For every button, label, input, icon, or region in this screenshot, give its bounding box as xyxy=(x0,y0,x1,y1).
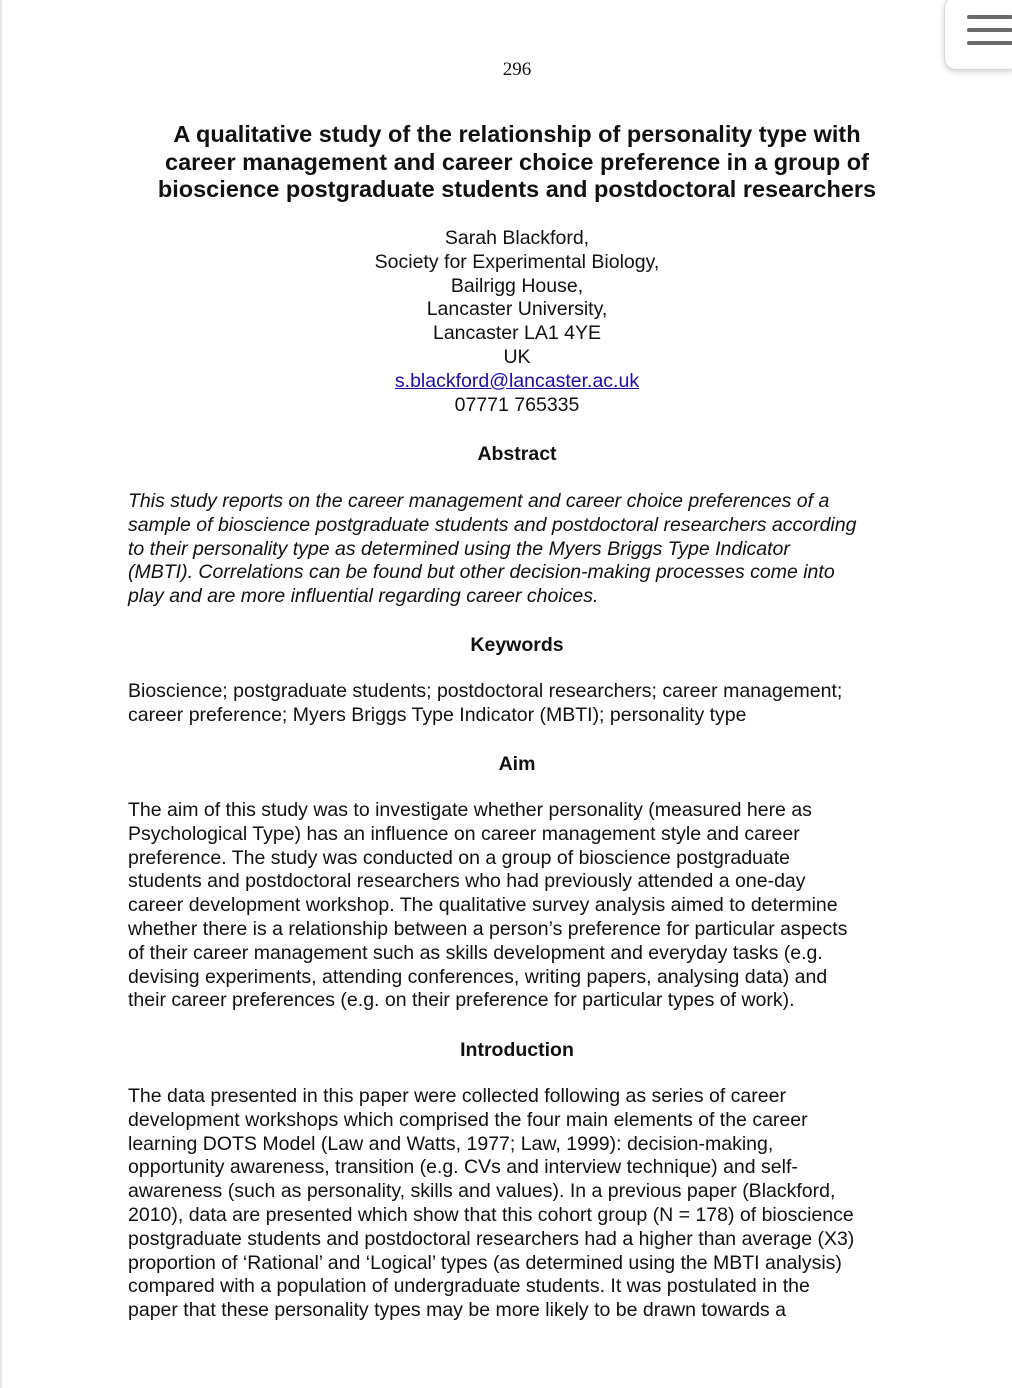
abstract-heading: Abstract xyxy=(477,443,557,465)
aim-line: preference. The study was conducted on a group of bioscience postgraduate xyxy=(128,846,790,869)
affiliation-line: Bailrigg House, xyxy=(450,274,584,297)
title-line: career management and career choice preference in a group of xyxy=(165,148,869,175)
aim-line: Psychological Type) has an influence on career management style and career xyxy=(128,822,800,845)
aim-text xyxy=(128,799,928,1013)
abstract-line: play and are more influential regarding career choices. xyxy=(128,585,599,608)
abstract-line: This study reports on the career management and career choice preferences of a xyxy=(128,490,830,512)
affiliation-line: UK xyxy=(503,345,531,368)
aim-heading: Aim xyxy=(498,753,536,775)
page-number: 296 xyxy=(502,59,532,80)
introduction-line: development workshops which comprised the four main elements of the career xyxy=(128,1108,808,1131)
introduction-line: proportion of ‘Rational’ and ‘Logical’ types (as determined using the MBTI analysis) xyxy=(128,1251,842,1274)
aim-line: students and postdoctoral researchers who had previously attended a one-day xyxy=(128,870,806,893)
aim-line: of their career management such as skills development and everyday tasks (e.g. xyxy=(128,941,823,964)
menu-bar xyxy=(967,15,1012,19)
paper-title xyxy=(120,121,914,204)
title-line: bioscience postgraduate students and postdoctoral researchers xyxy=(157,176,877,202)
page-edge xyxy=(0,0,2,1388)
author-block xyxy=(0,227,1012,417)
author-phone: 07771 765335 xyxy=(454,393,580,416)
aim-line: career development workshop. The qualitative survey analysis aimed to determine xyxy=(128,894,838,917)
keywords-heading: Keywords xyxy=(470,634,564,656)
menu-bar xyxy=(967,28,1012,32)
menu-bar xyxy=(967,41,1012,45)
affiliation-line: Society for Experimental Biology, xyxy=(374,250,660,273)
aim-line: The aim of this study was to investigate whether personality (measured here as xyxy=(128,799,812,821)
abstract-line: sample of bioscience postgraduate students and postdoctoral researchers according xyxy=(128,513,857,536)
affiliation-line: Lancaster LA1 4YE xyxy=(432,322,602,345)
aim-line: their career preferences (e.g. on their preference for particular types of work). xyxy=(128,989,795,1012)
author-name: Sarah Blackford, xyxy=(444,227,590,249)
introduction-line: awareness (such as personality, skills and values). In a previous paper (Blackford, xyxy=(128,1180,836,1203)
title-line: A qualitative study of the relationship of personality type with xyxy=(173,121,861,147)
introduction-line: paper that these personality types may be more likely to be drawn towards a xyxy=(128,1299,786,1322)
affiliation-line: Lancaster University, xyxy=(426,298,608,321)
keywords-text xyxy=(128,680,928,728)
introduction-heading: Introduction xyxy=(460,1039,574,1061)
keywords-line: career preference; Myers Briggs Type Indicator (MBTI); personality type xyxy=(128,703,747,726)
introduction-line: compared with a population of undergraduate students. It was postulated in the xyxy=(128,1275,810,1298)
introduction-text xyxy=(128,1085,928,1323)
abstract-line: to their personality type as determined using the Myers Briggs Type Indicator xyxy=(128,537,790,560)
aim-line: devising experiments, attending conferences, writing papers, analysing data) and xyxy=(128,965,828,988)
introduction-line: 2010), data are presented which show that this cohort group (N = 178) of bioscience xyxy=(128,1203,854,1226)
abstract-line: (MBTI). Correlations can be found but other decision-making processes come into xyxy=(128,561,835,584)
keywords-line: Bioscience; postgraduate students; postdoctoral researchers; career management; xyxy=(128,680,843,702)
introduction-line: learning DOTS Model (Law and Watts, 1977; Law, 1999): decision-making, xyxy=(128,1132,774,1155)
hamburger-menu-button[interactable] xyxy=(944,0,1012,70)
introduction-line: postgraduate students and postdoctoral researchers had a higher than average (X3) xyxy=(128,1227,855,1250)
abstract-text xyxy=(128,490,928,609)
introduction-line: The data presented in this paper were collected following as series of career xyxy=(128,1085,786,1107)
aim-line: whether there is a relationship between a person’s preference for particular aspects xyxy=(128,917,848,940)
author-email-link[interactable]: s.blackford@lancaster.ac.uk xyxy=(394,369,640,392)
introduction-line: opportunity awareness, transition (e.g. CVs and interview technique) and self- xyxy=(128,1156,798,1179)
